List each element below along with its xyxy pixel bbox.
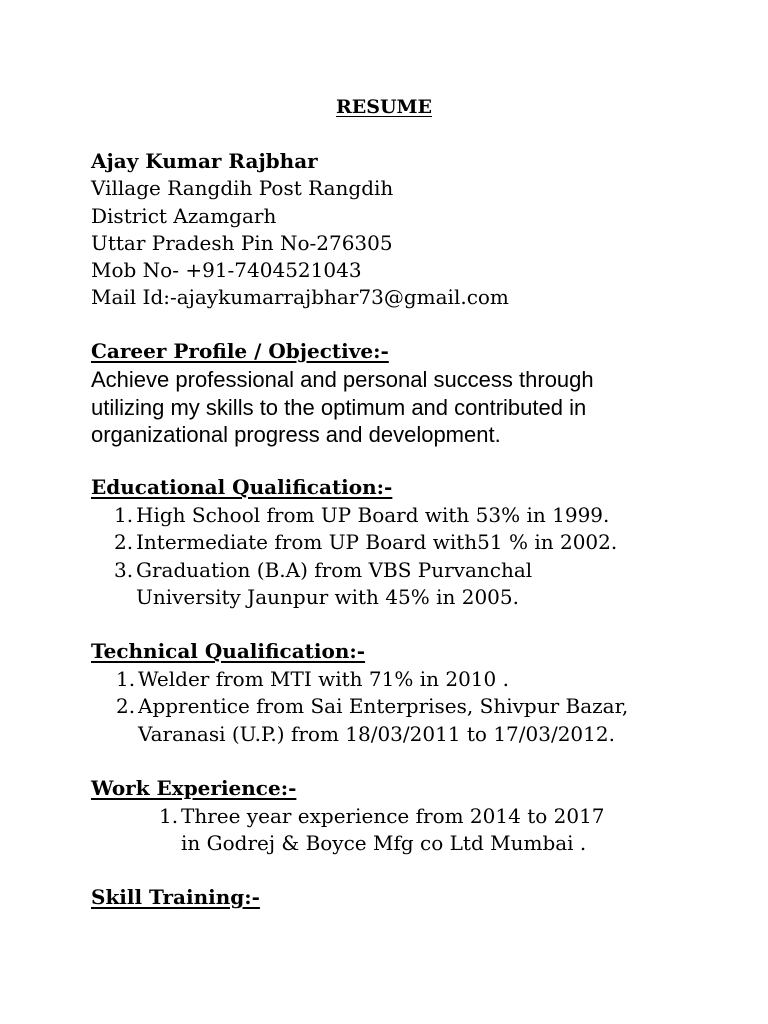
technical-list [116, 666, 636, 748]
list-item-text: High School from UP Board with 53% in 1999. [136, 503, 610, 527]
work-experience-heading: Work Experience:- [91, 776, 297, 800]
contact-block [91, 148, 509, 312]
list-item [114, 557, 634, 612]
mobile-number: Mob No- +91-7404521043 [91, 258, 362, 283]
technical-heading: Technical Qualification:- [91, 639, 366, 663]
email-address: Mail Id:-ajaykumarrajbhar73@gmail.com [91, 285, 509, 310]
address-line-3: Uttar Pradesh Pin No-276305 [91, 230, 393, 255]
address-line-2: District Azamgarh [91, 203, 277, 228]
candidate-name: Ajay Kumar Rajbhar [91, 149, 318, 173]
list-item [114, 502, 634, 529]
education-heading: Educational Qualification:- [91, 475, 393, 499]
list-number: 3. [114, 557, 134, 582]
list-item-text: Three year experience from 2014 to 2017 in Godrej & Boyce Mfg co Ltd Mumbai . [181, 804, 605, 856]
list-number: 1. [116, 667, 136, 691]
list-item-text: Graduation (B.A) from VBS Purvanchal University Jaunpur with 45% in 2005. [136, 557, 533, 609]
list-item-text: Welder from MTI with 71% in 2010 . [138, 667, 509, 691]
work-experience-list [159, 803, 629, 858]
list-item [116, 666, 636, 693]
career-objective-text: Achieve professional and personal success through utilizing my skills to the optimum and contributed in organizational progress and development. [91, 367, 594, 447]
education-list [114, 502, 634, 611]
list-item-text: Intermediate from UP Board with51 % in 2002. [136, 530, 618, 555]
list-number: 2. [116, 694, 136, 719]
address-line-1: Village Rangdih Post Rangdih [91, 176, 394, 201]
list-item [114, 529, 634, 556]
list-number: 1. [114, 503, 134, 527]
resume-title: RESUME [335, 96, 433, 118]
list-item-text: Apprentice from Sai Enterprises, Shivpur Bazar, Varanasi (U.P.) from 18/03/2011 to 17/03/2012. [138, 694, 629, 746]
skill-training-heading: Skill Training:- [91, 885, 260, 909]
list-item [116, 693, 636, 748]
career-heading: Career Profile / Objective:- [91, 339, 389, 363]
list-number: 1. [159, 804, 179, 828]
list-item [159, 803, 629, 858]
list-number: 2. [114, 530, 134, 555]
